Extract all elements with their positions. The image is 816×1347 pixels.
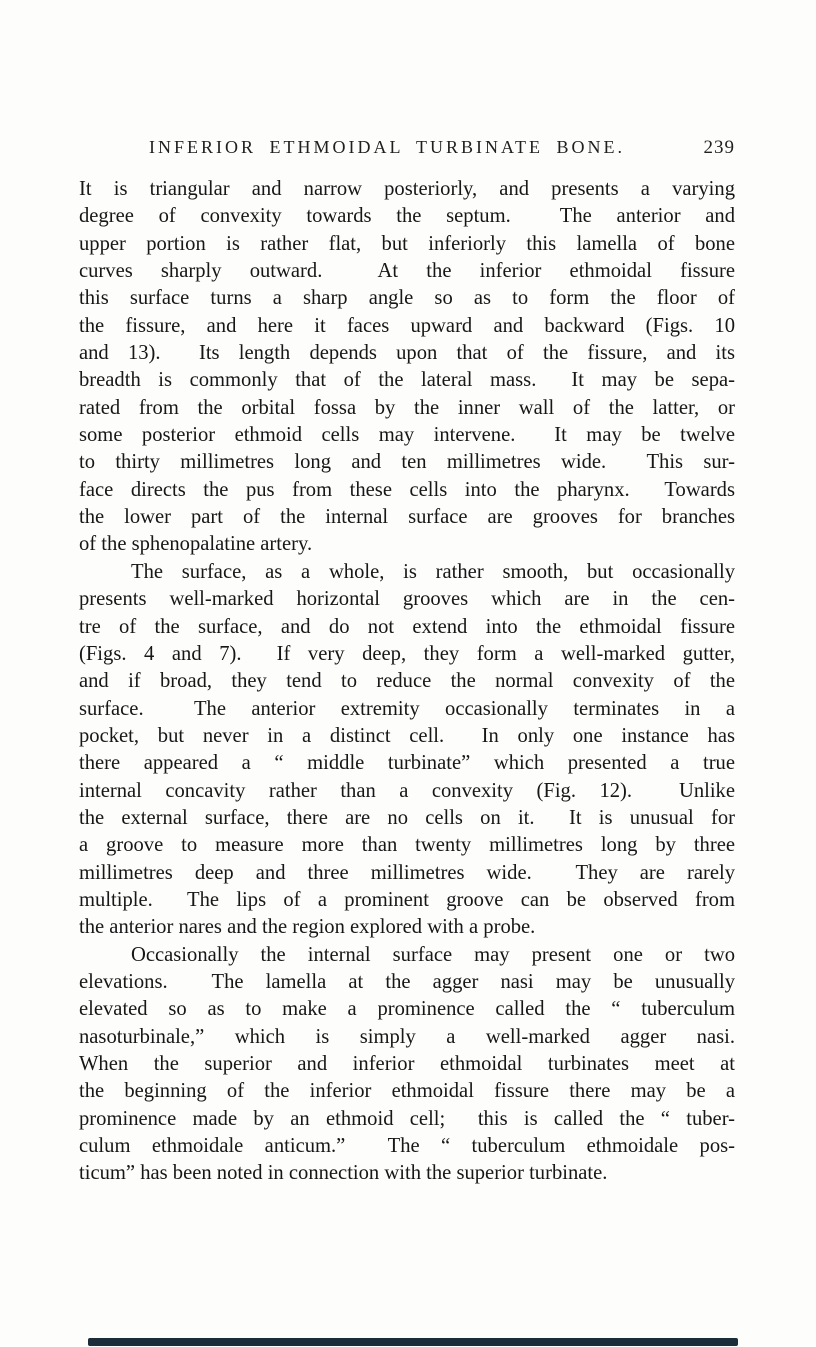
text-line: Occasionally the internal surface may present one or two [131, 943, 735, 966]
text-line: rated from the orbital fossa by the inner wall of the latter, or [79, 396, 735, 419]
text-line: elevated so as to make a prominence called the “ tuberculum [79, 998, 735, 1021]
text-line: there appeared a “ middle turbinate” which presented a true [79, 752, 735, 775]
text-line: prominence made by an ethmoid cell; this is called the “ tuber- [79, 1107, 735, 1130]
running-head [79, 137, 735, 159]
text-line: the anterior nares and the region explored with a probe. [79, 916, 536, 939]
text-line: When the superior and inferior ethmoidal turbinates meet at [79, 1053, 735, 1075]
text-line: the fissure, and here it faces upward and backward (Figs. 10 [79, 314, 735, 337]
text-line: the external surface, there are no cells on it. It is unusual for [79, 806, 735, 829]
text-line: this surface turns a sharp angle so as to form the floor of [79, 287, 735, 310]
scan-edge-bar [88, 1338, 738, 1346]
text-line: upper portion is rather flat, but inferiorly this lamella of bone [79, 232, 735, 255]
text-line: presents well-marked horizontal grooves which are in the cen- [79, 588, 735, 611]
text-line: the lower part of the internal surface are grooves for branches [79, 506, 735, 529]
text-line: of the sphenopalatine artery. [79, 533, 313, 556]
text-line: and 13). Its length depends upon that of the fissure, and its [79, 342, 735, 365]
text-line: The surface, as a whole, is rather smooth, but occasionally [131, 560, 735, 583]
text-line: pocket, but never in a distinct cell. In only one instance has [79, 724, 735, 747]
text-line: culum ethmoidale anticum.” The “ tuberculum ethmoidale pos- [79, 1135, 735, 1158]
text-line: multiple. The lips of a prominent groove can be observed from [79, 888, 735, 911]
text-line: It is triangular and narrow posteriorly, and presents a varying [79, 178, 735, 200]
text-line: nasoturbinale,” which is simply a well-marked agger nasi. [79, 1025, 735, 1048]
text-line: internal concavity rather than a convexity (Fig. 12). Unlike [79, 779, 735, 802]
text-line: ticum” has been noted in connection with the superior turbinate. [79, 1162, 608, 1185]
text-line: degree of convexity towards the septum. The anterior and [79, 205, 735, 228]
text-line: the beginning of the inferior ethmoidal fissure there may be a [79, 1080, 735, 1103]
page-number: 239 [703, 137, 735, 158]
text-line: millimetres deep and three millimetres wide. They are rarely [79, 861, 735, 884]
text-line: surface. The anterior extremity occasionally terminates in a [79, 697, 735, 720]
text-line: breadth is commonly that of the lateral mass. It may be sepa- [79, 369, 735, 392]
page-header-title: INFERIOR ETHMOIDAL TURBINATE BONE. [149, 137, 625, 157]
text-line: elevations. The lamella at the agger nasi may be unusually [79, 970, 735, 993]
text-line: curves sharply outward. At the inferior ethmoidal fissure [79, 260, 735, 283]
text-line: face directs the pus from these cells into the pharynx. Towards [79, 478, 735, 501]
body-text [79, 176, 735, 1188]
text-line: and if broad, they tend to reduce the normal convexity of the [79, 670, 735, 693]
text-line: a groove to measure more than twenty millimetres long by three [79, 834, 735, 857]
text-line: tre of the surface, and do not extend into the ethmoidal fissure [79, 615, 735, 638]
text-line: to thirty millimetres long and ten millimetres wide. This sur- [79, 451, 735, 474]
text-line: some posterior ethmoid cells may intervene. It may be twelve [79, 424, 735, 447]
text-line: (Figs. 4 and 7). If very deep, they form a well-marked gutter, [79, 642, 735, 665]
